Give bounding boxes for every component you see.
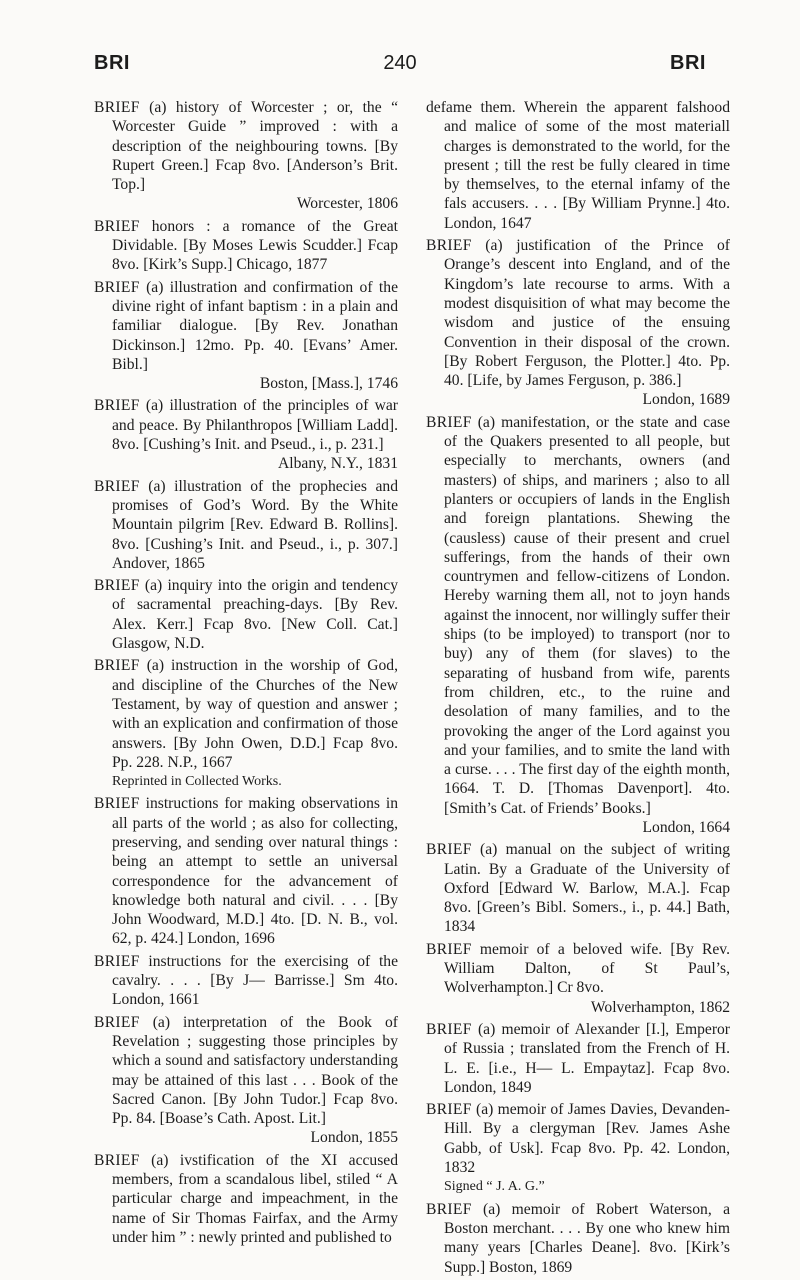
bibliography-entry xyxy=(94,278,398,394)
bibliography-entry xyxy=(94,1013,398,1148)
entry-imprint: Boston, [Mass.], 1746 xyxy=(259,375,398,393)
entry-heading: BRIEF xyxy=(426,940,472,958)
entry-text: instructions for making observations in all parts of the world ; as also for collecting, preserving, and sending over natural things : being an attempt to settle an universal correspondence for the advancement of knowledge both natural and civil. . . . [By John Woodward, M.D.] 4to. [D. N. B., vol. 62, p. 424.] London, 1696 xyxy=(112,795,398,948)
entry-text: (a) illustration of the prophecies and promises of God’s Word. By the White Mountain pilgrim [Rev. Edward B. Rollins]. 8vo. [Cushing’s Init. and Pseud., i., p. 307.] Andover, 1865 xyxy=(112,477,398,572)
entry-heading: BRIEF xyxy=(426,1101,472,1119)
entry-text: (a) memoir of Alexander [I.], Emperor of Russia ; translated from the French of H. L. E. [i.e., H— L. Empaytaz]. Fcap 8vo. London, 1849 xyxy=(444,1020,730,1096)
entry-text: (a) interpretation of the Book of Revelation ; suggesting those principles by which a sound and satisfactory understanding may be attained of this last . . . Book of the Sacred Canon. [By John Tudor.] Fcap 8vo. Pp. 84. [Boase’s Cath. Apost. Lit.] xyxy=(112,1013,398,1128)
entry-imprint: London, 1664 xyxy=(642,818,730,836)
page-number: 240 xyxy=(383,52,417,74)
entry-text: (a) justification of the Prince of Orange’s descent into England, and of the Kingdom’s late recourse to arms. With a modest disquisition of what may become the wisdom and justice of the ensuing Convention in their disposal of the crown. [By Robert Ferguson, the Plotter.] 4to. Pp. 40. [Life, by James Ferguson, p. 386.] xyxy=(444,237,730,390)
bibliography-entry xyxy=(426,1200,730,1277)
entry-imprint: London, 1689 xyxy=(642,391,730,409)
entry-heading: BRIEF xyxy=(94,657,140,675)
bibliography-entry xyxy=(426,1100,730,1196)
entry-heading: BRIEF xyxy=(426,413,472,431)
bibliography-entry xyxy=(94,217,398,275)
entry-imprint: Albany, N.Y., 1831 xyxy=(278,455,398,473)
entry-text: defame them. Wherein the apparent falshood and malice of some of the most materiall charges is demonstrated to the world, for the present ; till the rest be fully cleared in time by themselves, to the eternal infamy of the fals accusers. . . . [By William Prynne.] 4to. London, 1647 xyxy=(426,99,730,232)
entry-text: (a) ivstification of the XI accused members, from a scandalous libel, stiled “ A particular charge and impeachment, in the name of Sir Thomas Fairfax, and the Army under him ” : newly printed and published to xyxy=(112,1151,398,1246)
entry-text: instructions for the exercising of the cavalry. . . . [By J— Barrisse.] Sm 4to. London, 1661 xyxy=(112,952,398,1009)
entry-heading: BRIEF xyxy=(426,1200,472,1218)
entry-heading: BRIEF xyxy=(94,1151,140,1169)
entry-text: (a) memoir of Robert Waterson, a Boston merchant. . . . By one who knew him many years [Charles Deane]. 8vo. [Kirk’s Supp.] Boston, 1869 xyxy=(444,1200,730,1276)
bibliography-entry xyxy=(426,236,730,410)
entry-text: (a) history of Worcester ; or, the “ Worcester Guide ” improved : with a description of the neighbouring towns. [By Rupert Green.] Fcap 8vo. [Anderson’s Brit. Top.] xyxy=(112,99,398,194)
bibliography-entry xyxy=(426,840,730,936)
running-head xyxy=(0,52,800,80)
entry-text: (a) illustration and confirmation of the divine right of infant baptism : in a plain and familiar dialogue. [By Rev. Jonathan Dickinson.] 12mo. Pp. 40. [Evans’ Amer. Bibl.] xyxy=(112,278,398,373)
entry-heading: BRIEF xyxy=(94,217,140,235)
entry-heading: BRIEF xyxy=(94,397,140,415)
left-column xyxy=(94,98,398,1250)
entry-text: honors : a romance of the Great Dividable. [By Moses Lewis Scudder.] Fcap 8vo. [Kirk’s Supp.] Chicago, 1877 xyxy=(112,217,398,274)
bibliography-entry xyxy=(94,656,398,791)
bibliography-entry xyxy=(94,477,398,573)
entry-imprint: Wolverhampton, 1862 xyxy=(590,998,730,1016)
bibliography-entry xyxy=(94,1151,398,1247)
bibliography-entry xyxy=(426,98,730,233)
entry-heading: BRIEF xyxy=(94,99,140,116)
entry-heading: BRIEF xyxy=(94,1013,140,1031)
entry-heading: BRIEF xyxy=(426,237,472,255)
entry-text: (a) memoir of James Davies, Devanden-Hill. By a clergyman [Rev. James Ashe Gabb, of Usk]. Fcap 8vo. Pp. 42. London, 1832 xyxy=(444,1101,730,1177)
entry-text: (a) manifestation, or the state and case of the Quakers presented to all people, but especially to merchants, owners (and masters) of ships, and mariners ; also to all planters or occupiers of lands in the English and foreign plantations. Shewing the (causless) cause of their present and cruel sufferings, from the hands of their own countrymen and fellow-citizens of London. Hereby warning them all, not to joyn hands against the innocent, nor willingly suffer their ships (to be imployed) to transport (nor to buy) any of them (for slaves) to the separating of husband from wife, parents from children, etc., to the ruine and desolation of many families, and to the provoking the anger of the Lord against you and your families, and to smite the land with a curse. . . . The first day of the eighth month, 1664. T. D. [Thomas Davenport]. 4to. [Smith’s Cat. of Friends’ Books.] xyxy=(444,413,730,817)
entry-imprint: Worcester, 1806 xyxy=(296,195,398,213)
entry-text: (a) inquiry into the origin and tendency of sacramental preaching-days. [By Rev. Alex. Kerr.] Fcap 8vo. [New Coll. Cat.] Glasgow, N.D. xyxy=(112,577,398,653)
entry-note: Reprinted in Collected Works. xyxy=(112,774,282,790)
entry-text: memoir of a beloved wife. [By Rev. William Dalton, of St Paul’s, Wolverhampton.] Cr 8vo. xyxy=(444,940,730,997)
entry-heading: BRIEF xyxy=(426,841,472,859)
entry-text: (a) manual on the subject of writing Latin. By a Graduate of the University of Oxford [Edward W. Barlow, M.A.]. Fcap 8vo. [Green’s Bibl. Somers., i., p. 44.] Bath, 1834 xyxy=(444,841,730,936)
entry-heading: BRIEF xyxy=(94,577,140,595)
running-head-left: BRI xyxy=(94,52,130,74)
running-head-right: BRI xyxy=(670,52,706,74)
entry-heading: BRIEF xyxy=(94,795,140,813)
entry-heading: BRIEF xyxy=(94,278,140,296)
entry-heading: BRIEF xyxy=(94,952,140,970)
entry-note: Signed “ J. A. G.” xyxy=(444,1179,545,1195)
entry-text: (a) illustration of the principles of war and peace. By Philanthropos [William Ladd]. 8vo. [Cushing’s Init. and Pseud., i., p. 231.] xyxy=(112,397,398,454)
bibliography-entry xyxy=(94,396,398,473)
entry-imprint: London, 1855 xyxy=(310,1129,398,1147)
entry-heading: BRIEF xyxy=(426,1020,472,1038)
bibliography-entry xyxy=(94,576,398,653)
bibliography-entry xyxy=(426,1020,730,1097)
bibliography-entry xyxy=(94,794,398,948)
entry-text: (a) instruction in the worship of God, and discipline of the Churches of the New Testament, by way of question and answer ; with an explication and confirmation of those answers. [By John Owen, D.D.] Fcap 8vo. Pp. 228. N.P., 1667 xyxy=(112,657,398,771)
bibliography-entry xyxy=(426,413,730,838)
right-column xyxy=(426,98,730,1280)
bibliography-entry xyxy=(426,940,730,1017)
bibliography-entry xyxy=(94,952,398,1010)
bibliography-entry xyxy=(94,98,398,214)
entry-heading: BRIEF xyxy=(94,477,140,495)
